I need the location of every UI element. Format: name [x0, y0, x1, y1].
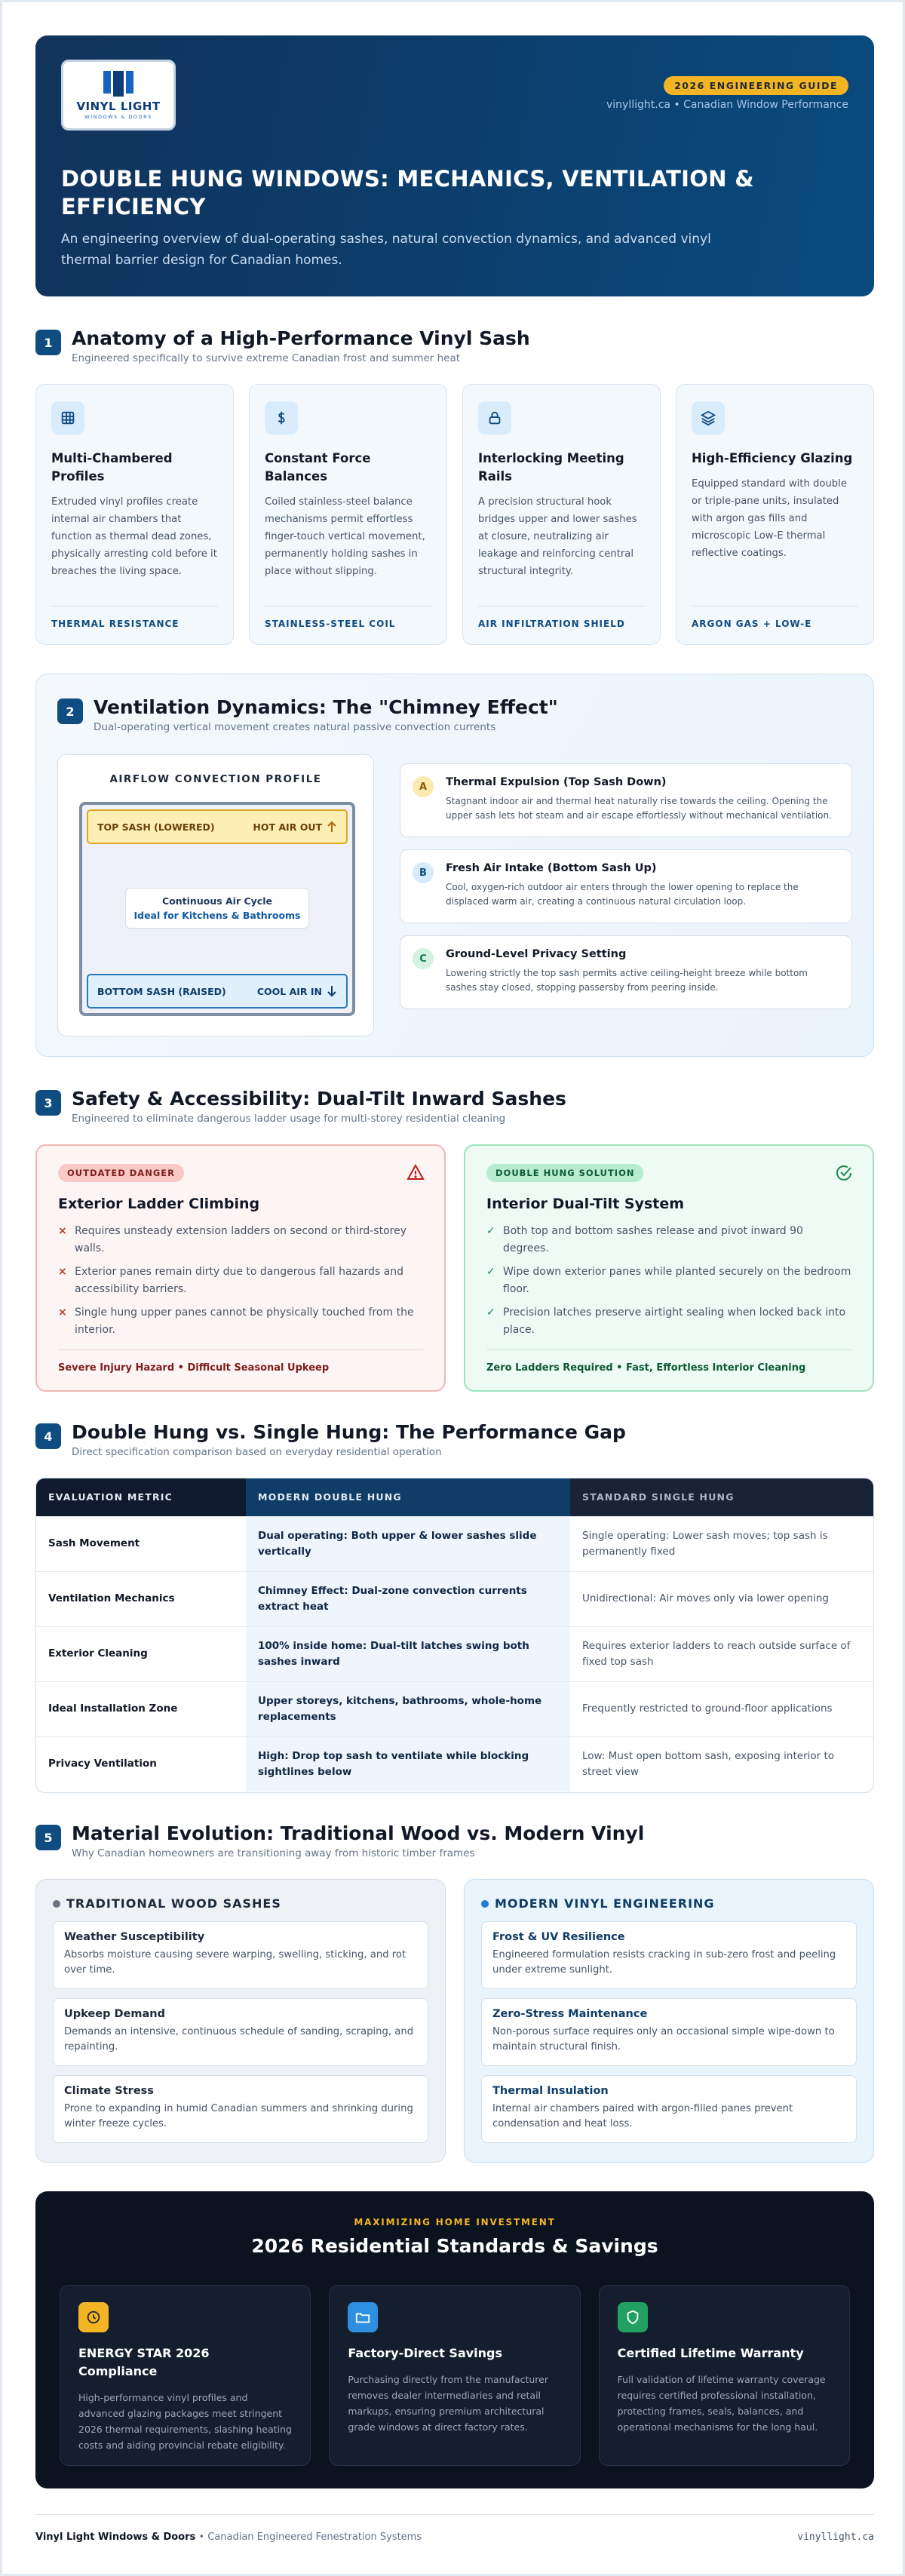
airflow-diagram	[57, 754, 374, 1036]
hero-banner	[35, 35, 874, 296]
section-4-header	[35, 1420, 626, 1458]
page-subtitle: An engineering overview of dual-operating sashes, natural convection dynamics, and advanced vinyl thermal barrier design for Canadian homes.	[61, 232, 711, 268]
standards-cards	[60, 2285, 850, 2466]
metric-cell: Ideal Installation Zone	[36, 1681, 246, 1736]
layers-icon	[692, 401, 725, 434]
vinyl-item	[481, 2075, 857, 2143]
wood-heading: TRADITIONAL WOOD SASHES	[53, 1896, 428, 1911]
section-title: Anatomy of a High-Performance Vinyl Sash	[72, 327, 530, 349]
grid-icon	[51, 401, 84, 434]
standard-text: Full validation of lifetime warranty coverage requires certified professional installation, protecting frames, seals, balances, and operational mechanisms for the long haul.	[617, 2374, 826, 2433]
item-text: Demands an intensive, continuous schedule of sanding, scraping, and repainting.	[64, 2026, 414, 2053]
single-hung-cell: Low: Must open bottom sash, exposing interior to street view	[570, 1736, 873, 1792]
solution-pill: DOUBLE HUNG SOLUTION	[486, 1164, 643, 1182]
material-comparison	[35, 1879, 874, 2163]
section-title: Ventilation Dynamics: The "Chimney Effect"	[94, 696, 558, 718]
section-3-header	[35, 1087, 566, 1125]
section-number: 4	[35, 1423, 61, 1449]
step-text: Cool, oxygen-rich outdoor air enters through the lower opening to replace the displaced warm air, creating a continuous natural circulation loop.	[446, 882, 799, 907]
step-title: Fresh Air Intake (Bottom Sash Up)	[446, 862, 657, 874]
metric-cell: Exterior Cleaning	[36, 1626, 246, 1681]
page-title: DOUBLE HUNG WINDOWS: MECHANICS, VENTILATION & EFFICIENCY	[61, 166, 754, 220]
item-text: Prone to expanding in humid Canadian summers and shrinking during winter freeze cycles.	[64, 2103, 413, 2129]
table-row	[36, 1736, 873, 1792]
card-text: Equipped standard with double or triple-pane units, insulated with argon gas fills and microscopic Low-E thermal reflective coatings.	[692, 478, 847, 559]
arrow-up-icon	[327, 821, 337, 833]
bullet-dot-icon	[53, 1900, 60, 1908]
folder-icon	[348, 2302, 378, 2332]
item-text: Non-porous surface requires only an occasional simple wipe-down to maintain structural finish.	[492, 2026, 835, 2053]
card-tag: STAINLESS-STEEL COIL	[265, 606, 431, 629]
danger-footer: Severe Injury Hazard • Difficult Seasonal Upkeep	[58, 1349, 423, 1374]
step-card	[400, 935, 852, 1009]
item-title: Weather Susceptibility	[64, 1931, 205, 1943]
list-item: ✓ Precision latches preserve airtight sealing when locked back into place.	[486, 1306, 846, 1336]
standard-card	[599, 2285, 850, 2466]
wood-item	[53, 1921, 428, 1989]
list-item: × Requires unsteady extension ladders on second or third-storey walls.	[58, 1225, 407, 1254]
window-frame	[79, 802, 355, 1016]
footer-tagline: • Canadian Engineered Fenestration Systems	[198, 2531, 422, 2543]
metric-cell: Ventilation Mechanics	[36, 1571, 246, 1626]
air-cycle-subtitle: Ideal for Kitchens & Bathrooms	[133, 910, 301, 921]
air-cycle-note	[125, 888, 309, 929]
standard-card	[329, 2285, 580, 2466]
danger-list	[58, 1223, 423, 1339]
tilt-comparison	[35, 1144, 874, 1392]
standards-title: 2026 Residential Standards & Savings	[251, 2235, 658, 2257]
double-hung-cell: Chimney Effect: Dual-zone convection currents extract heat	[246, 1571, 570, 1626]
page-footer	[35, 2514, 874, 2559]
section-subtitle: Direct specification comparison based on everyday residential operation	[72, 1446, 442, 1458]
item-title: Zero-Stress Maintenance	[492, 2008, 648, 2020]
shield-icon	[618, 2302, 648, 2332]
item-text: Engineered formulation resists cracking in sub-zero frost and peeling under extreme sunlight.	[492, 1949, 836, 1976]
feature-card	[676, 384, 874, 645]
card-text: Coiled stainless-steel balance mechanisms permit effortless finger-touch vertical movement, permanently holding sashes in place without slipping.	[265, 496, 425, 577]
item-text: Internal air chambers paired with argon-filled panes prevent condensation and heat loss.	[492, 2103, 793, 2129]
air-cycle-title: Continuous Air Cycle	[162, 895, 272, 907]
ventilation-steps	[400, 763, 852, 1021]
warning-icon	[406, 1164, 425, 1181]
check-circle-icon	[835, 1164, 853, 1182]
single-hung-cell: Frequently restricted to ground-floor applications	[570, 1681, 873, 1736]
card-tag: AIR INFILTRATION SHIELD	[478, 606, 645, 629]
column-header: EVALUATION METRIC	[36, 1478, 246, 1516]
step-title: Ground-Level Privacy Setting	[446, 948, 627, 960]
card-text: Extruded vinyl profiles create internal air chambers that function as thermal dead zones, physically arresting cold before it breaches the living space.	[51, 496, 217, 577]
card-tag: ARGON GAS + LOW-E	[692, 606, 858, 629]
section-subtitle: Why Canadian homeowners are transitioning away from historic timber frames	[72, 1847, 475, 1859]
bottom-sash-label: BOTTOM SASH (RAISED)	[97, 985, 226, 997]
bottom-sash	[87, 974, 348, 1009]
standard-text: Purchasing directly from the manufacturer removes dealer intermediaries and retail markups, ensuring premium architectural grade windows at direct factory rates.	[348, 2374, 548, 2433]
standard-title: ENERGY STAR 2026 Compliance	[78, 2346, 210, 2378]
vinyl-column	[464, 1879, 874, 2163]
section-5-header	[35, 1822, 644, 1859]
card-title: Interlocking Meeting Rails	[478, 451, 624, 484]
dollar-icon	[265, 401, 298, 434]
table-header-row	[36, 1478, 873, 1516]
lock-icon	[478, 401, 511, 434]
footer-brand-block	[35, 2531, 422, 2543]
item-title: Climate Stress	[64, 2085, 154, 2097]
table-row	[36, 1626, 873, 1681]
cool-air-label: COOL AIR IN	[256, 985, 322, 997]
footer-site-link[interactable]: vinyllight.ca	[797, 2531, 874, 2543]
list-item: ✓ Both top and bottom sashes release and pivot inward 90 degrees.	[486, 1225, 803, 1254]
arrow-down-icon	[327, 985, 337, 997]
standards-kicker: MAXIMIZING HOME INVESTMENT	[354, 2217, 556, 2228]
wood-column	[35, 1879, 446, 2163]
comparison-table	[35, 1478, 874, 1793]
wood-item	[53, 1998, 428, 2066]
table-row	[36, 1571, 873, 1626]
bullet-dot-icon	[481, 1900, 489, 1908]
section-2-header	[57, 695, 558, 733]
step-text: Lowering strictly the top sash permits active ceiling-height breeze while bottom sashes stay closed, stopping passersby from peering inside.	[446, 968, 808, 993]
table-row	[36, 1516, 873, 1571]
solution-footer: Zero Ladders Required • Fast, Effortless Interior Cleaning	[486, 1349, 851, 1374]
metric-cell: Sash Movement	[36, 1516, 246, 1571]
section-number: 3	[35, 1090, 61, 1116]
danger-pill: OUTDATED DANGER	[58, 1164, 184, 1182]
top-sash-label: TOP SASH (LOWERED)	[97, 821, 215, 833]
standard-text: High-performance vinyl profiles and advanced glazing packages meet stringent 2026 thermal requirements, slashing heating costs and aiding provincial rebate eligibility.	[78, 2392, 292, 2451]
vinyl-item	[481, 1998, 857, 2066]
solution-list	[486, 1223, 851, 1339]
feature-card	[462, 384, 661, 645]
anatomy-cards	[35, 384, 874, 645]
standard-card	[60, 2285, 311, 2466]
brand-logo[interactable]	[61, 60, 176, 130]
step-text: Stagnant indoor air and thermal heat naturally rise towards the ceiling. Opening the upper sash lets hot steam and air escape effortlessly without mechanical ventilation.	[446, 796, 832, 821]
item-title: Upkeep Demand	[64, 2008, 165, 2020]
card-title: Constant Force Balances	[265, 451, 371, 484]
solution-card	[464, 1144, 874, 1392]
single-hung-cell: Single operating: Lower sash moves; top sash is permanently fixed	[570, 1516, 873, 1571]
card-text: A precision structural hook bridges upper and lower sashes at closure, neutralizing air leakage and reinforcing central structural integrity.	[478, 496, 637, 577]
double-hung-cell: Dual operating: Both upper & lower sashes slide vertically	[246, 1516, 570, 1571]
section-number: 2	[57, 698, 83, 724]
hot-air-label: HOT AIR OUT	[253, 821, 322, 833]
item-title: Thermal Insulation	[492, 2085, 609, 2097]
section-subtitle: Dual-operating vertical movement creates natural passive convection currents	[94, 721, 496, 733]
step-title: Thermal Expulsion (Top Sash Down)	[446, 776, 667, 788]
double-hung-cell: High: Drop top sash to ventilate while blocking sightlines below	[246, 1736, 570, 1792]
standards-section	[35, 2191, 874, 2488]
danger-card	[35, 1144, 446, 1392]
footer-brand: Vinyl Light Windows & Doors	[35, 2531, 196, 2543]
section-1-header	[35, 327, 530, 364]
step-badge: C	[413, 948, 434, 969]
double-hung-cell: Upper storeys, kitchens, bathrooms, whole-home replacements	[246, 1681, 570, 1736]
standard-title: Certified Lifetime Warranty	[617, 2346, 804, 2360]
vinyl-heading: MODERN VINYL ENGINEERING	[481, 1896, 857, 1911]
list-item: ✓ Wipe down exterior panes while planted securely on the bedroom floor.	[486, 1266, 851, 1295]
wood-item	[53, 2075, 428, 2143]
section-title: Safety & Accessibility: Dual-Tilt Inward Sashes	[72, 1088, 566, 1110]
list-item: × Single hung upper panes cannot be physically touched from the interior.	[58, 1306, 414, 1336]
clock-icon	[78, 2302, 109, 2332]
section-number: 5	[35, 1825, 61, 1850]
section-subtitle: Engineered to eliminate dangerous ladder usage for multi-storey residential cleaning	[72, 1113, 506, 1125]
card-title: Multi-Chambered Profiles	[51, 451, 173, 484]
standard-title: Factory-Direct Savings	[348, 2346, 503, 2360]
airflow-title: AIRFLOW CONVECTION PROFILE	[109, 773, 322, 785]
column-header: MODERN DOUBLE HUNG	[246, 1478, 570, 1516]
solution-title: Interior Dual-Tilt System	[486, 1196, 685, 1212]
column-header: STANDARD SINGLE HUNG	[570, 1478, 873, 1516]
card-tag: THERMAL RESISTANCE	[51, 606, 218, 629]
section-subtitle: Engineered specifically to survive extreme Canadian frost and summer heat	[72, 352, 461, 364]
section-number: 1	[35, 330, 61, 355]
top-sash	[87, 809, 348, 844]
section-title: Material Evolution: Traditional Wood vs. Modern Vinyl	[72, 1822, 645, 1844]
feature-card	[35, 384, 234, 645]
danger-title: Exterior Ladder Climbing	[58, 1196, 260, 1212]
table-row	[36, 1681, 873, 1736]
item-title: Frost & UV Resilience	[492, 1931, 625, 1943]
vinyl-item	[481, 1921, 857, 1989]
card-title: High-Efficiency Glazing	[692, 451, 853, 465]
step-card	[400, 849, 852, 923]
step-badge: A	[413, 776, 434, 797]
logo-subtext: WINDOWS & DOORS	[84, 113, 152, 120]
section-title: Double Hung vs. Single Hung: The Performance Gap	[72, 1421, 626, 1443]
guide-badge: 2026 ENGINEERING GUIDE	[664, 76, 848, 95]
double-hung-cell: 100% inside home: Dual-tilt latches swing both sashes inward	[246, 1626, 570, 1681]
step-badge: B	[413, 862, 434, 883]
logo-text: VINYL LIGHT	[76, 99, 161, 113]
feature-card	[249, 384, 447, 645]
item-text: Absorbs moisture causing severe warping, swelling, sticking, and rot over time.	[64, 1949, 406, 1976]
single-hung-cell: Unidirectional: Air moves only via lower opening	[570, 1571, 873, 1626]
window-logo-icon	[103, 71, 133, 97]
single-hung-cell: Requires exterior ladders to reach outside surface of fixed top sash	[570, 1626, 873, 1681]
step-card	[400, 763, 852, 837]
ventilation-section	[35, 674, 874, 1057]
list-item: × Exterior panes remain dirty due to dangerous fall hazards and accessibility barriers.	[58, 1266, 403, 1295]
metric-cell: Privacy Ventilation	[36, 1736, 246, 1792]
hero-meta: vinyllight.ca • Canadian Window Performance	[606, 99, 848, 111]
